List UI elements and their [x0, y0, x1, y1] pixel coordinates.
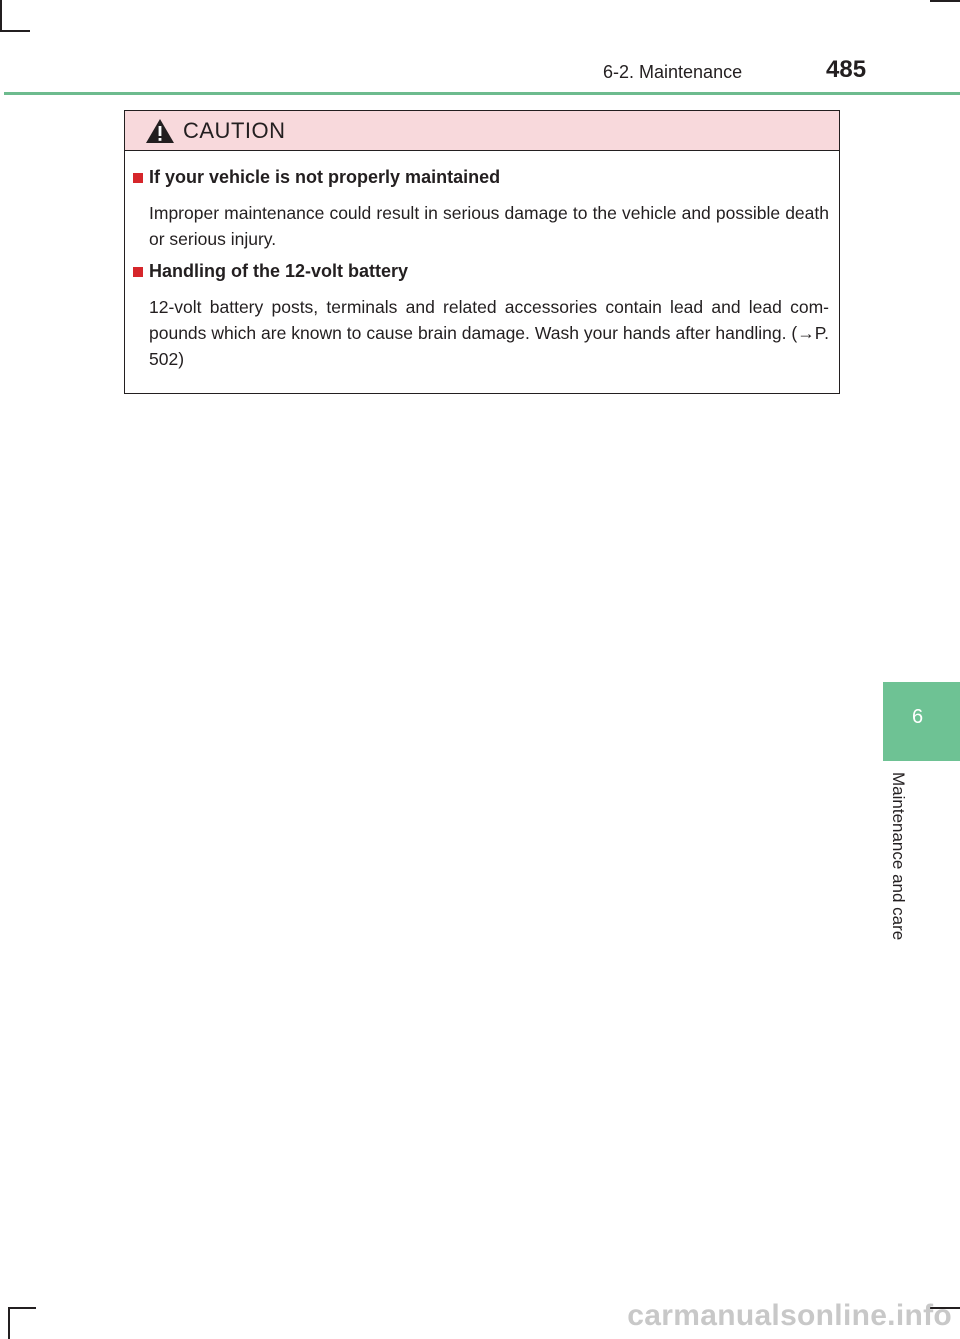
- caution-header: [125, 111, 839, 151]
- crop-mark-top-left-h: [0, 30, 30, 32]
- header-rule: [4, 92, 960, 95]
- caution-item-heading-text: If your vehicle is not properly maintained: [149, 167, 501, 187]
- caution-box: [124, 110, 840, 394]
- caution-title: CAUTION: [183, 117, 286, 143]
- section-title: 6-2. Maintenance: [603, 62, 743, 82]
- crop-mark-top-left-v: [0, 0, 2, 32]
- crop-mark-bottom-left-h: [8, 1307, 36, 1309]
- caution-item-body: 12-volt battery posts, terminals and related accessories contain lead and lead com-pounds which are known to cause brain damage. Wash your hands after handling. (→P. 502): [149, 297, 829, 369]
- chapter-tab: [883, 682, 960, 761]
- square-bullet-icon: [133, 267, 143, 277]
- caution-item-battery: [133, 261, 829, 372]
- watermark: carmanualsonline.info: [627, 1299, 952, 1332]
- caution-item-heading: [133, 261, 829, 282]
- page-number: 485: [826, 56, 867, 83]
- chapter-number: 6: [911, 706, 924, 728]
- caution-item-body: Improper maintenance could result in serious damage to the vehicle and possible death or serious injury.: [149, 203, 829, 249]
- caution-item-heading: [133, 167, 829, 188]
- caution-item-maintenance: [133, 167, 829, 252]
- warning-triangle-icon: [145, 118, 175, 144]
- caution-item-heading-text: Handling of the 12-volt battery: [149, 261, 409, 281]
- chapter-label: Maintenance and care: [889, 772, 908, 941]
- square-bullet-icon: [133, 173, 143, 183]
- crop-mark-bottom-left-v: [8, 1307, 10, 1339]
- crop-mark-top-right-h: [930, 0, 960, 2]
